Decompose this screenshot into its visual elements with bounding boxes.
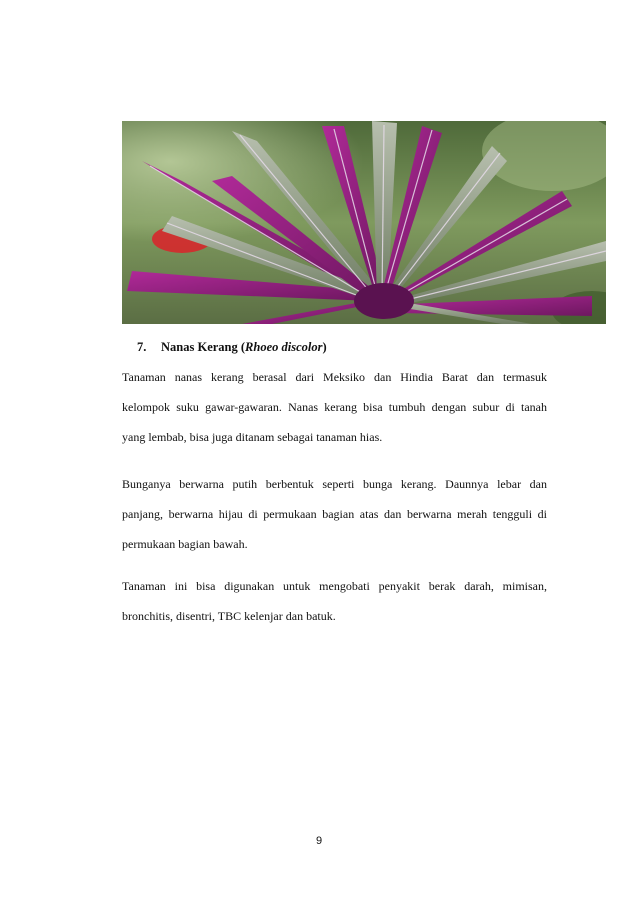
section-number: 7. [137, 340, 147, 354]
plant-latin-name: Rhoeo discolor [245, 340, 323, 354]
paragraph-line: panjang, berwarna hijau di permukaan bagian atas dan berwarna merah tengguli di [122, 507, 547, 521]
latin-open-paren: ( [240, 340, 246, 354]
section-heading [137, 340, 327, 355]
paragraph-line: Bunganya berwarna putih berbentuk seperti bunga kerang. Daunnya lebar dan [122, 477, 547, 491]
paragraph-line: Tanaman nanas kerang berasal dari Meksiko dan Hindia Barat dan termasuk [122, 370, 547, 384]
paragraph-line: kelompok suku gawar-gawaran. Nanas kerang bisa tumbuh dengan subur di tanah [122, 400, 547, 414]
rhoeo-discolor-photo [122, 121, 606, 324]
page-number: 9 [315, 835, 323, 847]
paragraph-line: yang lembab, bisa juga ditanam sebagai tanaman hias. [122, 430, 383, 444]
paragraph-line: permukaan bagian bawah. [122, 537, 248, 551]
paragraph-origin [122, 362, 547, 452]
paragraph-uses [122, 571, 547, 631]
paragraph-line: bronchitis, disentri, TBC kelenjar dan batuk. [122, 609, 336, 623]
plant-common-name: Nanas Kerang [161, 340, 238, 354]
plant-photo [122, 121, 606, 324]
latin-close-paren: ) [322, 340, 327, 354]
paragraph-description [122, 469, 547, 559]
paragraph-line: Tanaman ini bisa digunakan untuk mengobati penyakit berak darah, mimisan, [122, 579, 547, 593]
